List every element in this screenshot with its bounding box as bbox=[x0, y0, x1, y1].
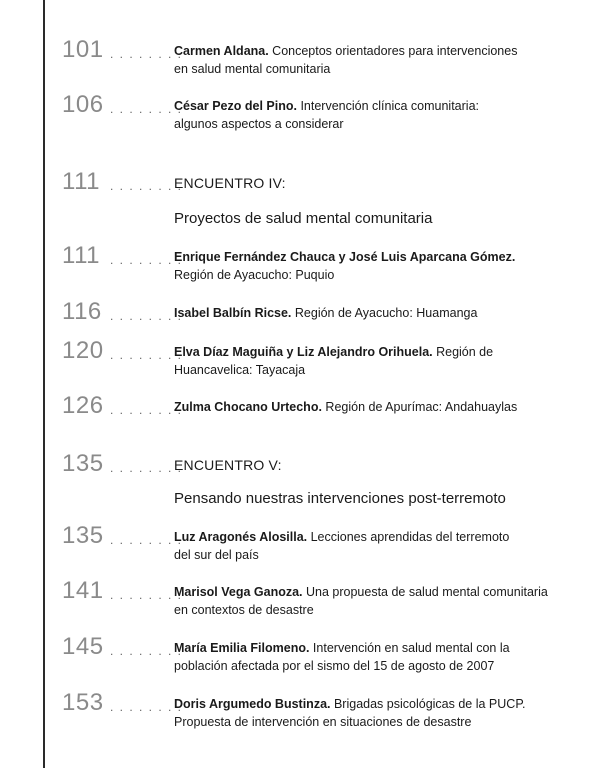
leader-dots: . . . . . . . . bbox=[110, 102, 183, 116]
entry-title: Región de Apurímac: Andahuaylas bbox=[321, 400, 518, 414]
entry-title-cont: del sur del país bbox=[174, 548, 259, 562]
entry-text bbox=[174, 695, 584, 731]
page-number: 116 bbox=[62, 298, 102, 325]
section-subtitle: Proyectos de salud mental comunitaria bbox=[174, 210, 433, 227]
entry-text bbox=[174, 583, 584, 619]
page-number: 135 bbox=[62, 450, 104, 477]
entry-text bbox=[174, 97, 584, 133]
entry-title-cont: en contextos de desastre bbox=[174, 603, 314, 617]
entry-text bbox=[174, 639, 584, 675]
entry-title-cont: algunos aspectos a considerar bbox=[174, 117, 344, 131]
entry-text bbox=[174, 528, 584, 564]
entry-text bbox=[174, 304, 584, 322]
page-number: 153 bbox=[62, 689, 104, 716]
entry-text bbox=[174, 343, 584, 379]
page-number: 126 bbox=[62, 392, 104, 419]
entry-title: Intervención clínica comunitaria: bbox=[296, 99, 479, 113]
leader-dots: . . . . . . . . bbox=[110, 348, 183, 362]
leader-dots: . . . . . . . . bbox=[110, 309, 183, 323]
vertical-rule bbox=[43, 0, 45, 768]
leader-dots: . . . . . . . . bbox=[110, 533, 183, 547]
page-number: 106 bbox=[62, 91, 104, 118]
section-subtitle: Pensando nuestras intervenciones post-terremoto bbox=[174, 490, 506, 507]
entry-title-cont: Propuesta de intervención en situaciones de desastre bbox=[174, 715, 472, 729]
entry-title: Conceptos orientadores para intervenciones bbox=[268, 44, 518, 58]
leader-dots: . . . . . . . . bbox=[110, 644, 183, 658]
entry-title-cont: población afectada por el sismo del 15 de agosto de 2007 bbox=[174, 659, 495, 673]
entry-title-cont: en salud mental comunitaria bbox=[174, 62, 331, 76]
entry-title: Región de bbox=[432, 345, 494, 359]
page-number: 120 bbox=[62, 337, 104, 364]
section-title: ENCUENTRO IV: bbox=[174, 175, 286, 191]
entry-title: Intervención en salud mental con la bbox=[309, 641, 510, 655]
entry-title: Brigadas psicológicas de la PUCP. bbox=[330, 697, 526, 711]
entry-text bbox=[174, 42, 584, 78]
leader-dots: . . . . . . . . bbox=[110, 700, 183, 714]
entry-text bbox=[174, 398, 584, 416]
entry-text bbox=[174, 248, 584, 284]
leader-dots: . . . . . . . . bbox=[110, 47, 183, 61]
page-number: 145 bbox=[62, 633, 104, 660]
leader-dots: . . . . . . . . bbox=[110, 179, 183, 193]
section-title: ENCUENTRO V: bbox=[174, 457, 282, 473]
entry-author: Zulma Chocano Urtecho. bbox=[174, 400, 322, 414]
entry-author: Luz Aragonés Alosilla. bbox=[174, 530, 308, 544]
leader-dots: . . . . . . . . bbox=[110, 461, 183, 475]
entry-author: Carmen Aldana. bbox=[174, 44, 269, 58]
entry-title-cont: Huancavelica: Tayacaja bbox=[174, 363, 306, 377]
entry-author: María Emilia Filomeno. bbox=[174, 641, 310, 655]
entry-author: Doris Argumedo Bustinza. bbox=[174, 697, 331, 711]
page-number: 101 bbox=[62, 36, 104, 63]
leader-dots: . . . . . . . . bbox=[110, 403, 183, 417]
entry-author: Isabel Balbín Ricse. bbox=[174, 306, 292, 320]
entry-author: Elva Díaz Maguiña y Liz Alejandro Orihuela. bbox=[174, 345, 433, 359]
entry-author: César Pezo del Pino. bbox=[174, 99, 297, 113]
entry-title: Una propuesta de salud mental comunitaria bbox=[302, 585, 548, 599]
entry-title: Lecciones aprendidas del terremoto bbox=[307, 530, 510, 544]
page-number: 111 bbox=[62, 168, 100, 195]
entry-author: Enrique Fernández Chauca y José Luis Aparcana Gómez. bbox=[174, 250, 516, 264]
entry-author: Marisol Vega Ganoza. bbox=[174, 585, 303, 599]
entry-title: Región de Ayacucho: Huamanga bbox=[291, 306, 478, 320]
leader-dots: . . . . . . . . bbox=[110, 253, 183, 267]
page-number: 111 bbox=[62, 242, 100, 269]
entry-title-cont: Región de Ayacucho: Puquio bbox=[174, 268, 335, 282]
page-number: 141 bbox=[62, 577, 104, 604]
page-number: 135 bbox=[62, 522, 104, 549]
leader-dots: . . . . . . . . bbox=[110, 588, 183, 602]
